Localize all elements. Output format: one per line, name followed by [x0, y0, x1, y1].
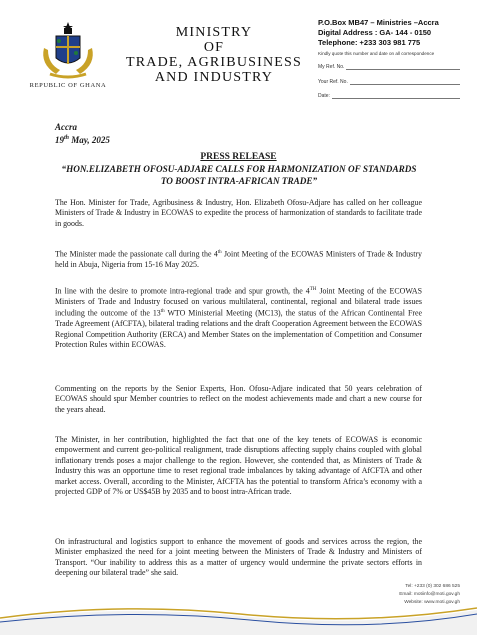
digital-address: Digital Address : GA- 144 - 0150: [318, 28, 432, 37]
paragraph-3: [55, 285, 422, 351]
paragraph-2: [55, 248, 422, 270]
ministry-line-4: AND INDUSTRY: [154, 70, 274, 85]
paragraph-4: Commenting on the reports by the Senior Experts, Hon. Ofosu-Adjare indicated that 50 years celebration of ECOWAS should spur Member countries to reflect on the modest achievements made and chart a new course for the years ahead.: [55, 384, 422, 414]
headline: “HON.ELIZABETH OFOSU-ADJARE CALLS FOR HARMONIZATION OF STANDARDS TO BOOST INTRA-AFRICAN TRADE”: [61, 164, 417, 186]
my-ref-label: My Ref. No.: [318, 64, 345, 70]
paragraph-5: The Minister, in her contribution, highlighted the fact that one of the key tenets of ECOWAS is economic empowerment and current geo-political realignment, trade disruptions affecting supply chains coupled with global inflationary trends poses a major challenge to the region. However, she contended that, as Ministers of Trade & Industry this was an opportune time to reset regional trade imbalances by taking advantage of AfCFTA and other market access. Overall, according to the Minister, AfCFTA has the potential to transform Africa’s economy with a projected GDP of 7% or US$45B by 2035 and to boost intra-African trade.: [55, 435, 422, 497]
footer-email: Email: motiinfo@moti.gov.gh: [399, 592, 460, 597]
po-box: P.O.Box MB47 – Ministries –Accra: [318, 18, 439, 27]
press-release-title: PRESS RELEASE: [200, 152, 277, 162]
contact-block: [318, 18, 468, 48]
footer-website: Website: www.moti.gov.gh: [404, 600, 460, 605]
date-rest: May, 2025: [69, 135, 110, 145]
paragraph-1: The Hon. Minister for Trade, Agribusiness & Industry, Hon. Elizabeth Ofosu-Adjare has called on her colleague Ministers of Trade & Industry in ECOWAS to expedite the process of harmonization of standards to facilitate trade in goods.: [55, 198, 422, 228]
ministry-name: [124, 25, 304, 85]
date-day: 19: [55, 135, 64, 145]
paragraph-3-c: WTO Ministerial Meeting (MC13), the status of the African Continental Free Trade Agreement (AfCFTA), bilateral trading relations and the draft Cooperation Agreement between the ECOWAS Regional Competition Authority (ERCA) and Member States on the implementation of Competition and Consumer Protection Rules within ECOWAS.: [55, 309, 422, 350]
ministry-line-1: MINISTRY: [175, 25, 253, 40]
paragraph-6: On infrastructural and logistics support to enhance the movement of goods and services across the region, the Minister emphasized the need for a joint meeting between the Ministers of Trade & Industry and Ministers of Transport. “Our inability to address this as a matter of urgency would undermine the private sectors efforts in deepening our bilateral trade” she said.: [55, 537, 422, 578]
footer-tel: Tel: +233 (0) 302 686 525: [405, 584, 460, 589]
paragraph-2-a: The Minister made the passionate call during the 4: [55, 249, 218, 259]
date-ref-line: [332, 92, 460, 99]
ministry-line-3: TRADE, AGRIBUSINESS: [125, 55, 303, 70]
quote-notice: Kindly quote this number and date on all correspondence: [318, 51, 435, 56]
my-ref-line: [346, 63, 460, 70]
ministry-line-2: OF: [203, 40, 225, 55]
date-ref-label: Date:: [318, 93, 330, 99]
footer-wave-decoration: [0, 598, 477, 635]
paragraph-2-b: Joint Meeting of the ECOWAS Ministers of Trade & Industry held in Abuja, Nigeria from 15-16 May 2025.: [55, 249, 422, 270]
date-label: [55, 133, 110, 146]
telephone: Telephone: +233 303 981 775: [318, 38, 421, 47]
paragraph-3-a: In line with the desire to promote intra-regional trade and spur growth, the 4: [55, 286, 310, 296]
paragraph-2-sup: th: [217, 250, 222, 255]
your-ref-label: Your Ref. No.: [318, 79, 348, 85]
date-ref-row: [318, 92, 460, 99]
dateline: [55, 122, 110, 146]
paragraph-3-sup-1: TH: [309, 287, 317, 292]
your-ref-line: [350, 78, 460, 85]
date-suffix: th: [64, 135, 70, 141]
place-label: Accra: [55, 122, 77, 132]
paragraph-3-sup-2: th: [160, 309, 165, 315]
your-ref-row: [318, 78, 460, 85]
ghana-coat-of-arms-icon: [38, 20, 98, 80]
my-ref-row: [318, 63, 460, 70]
paragraph-3-b: Joint Meeting of the ECOWAS Ministers of Trade and Industry focused on various multilateral, continental, regional and bilateral trade issues including the outcome of the 13: [55, 286, 422, 319]
republic-label: REPUBLIC OF GHANA: [29, 82, 107, 89]
